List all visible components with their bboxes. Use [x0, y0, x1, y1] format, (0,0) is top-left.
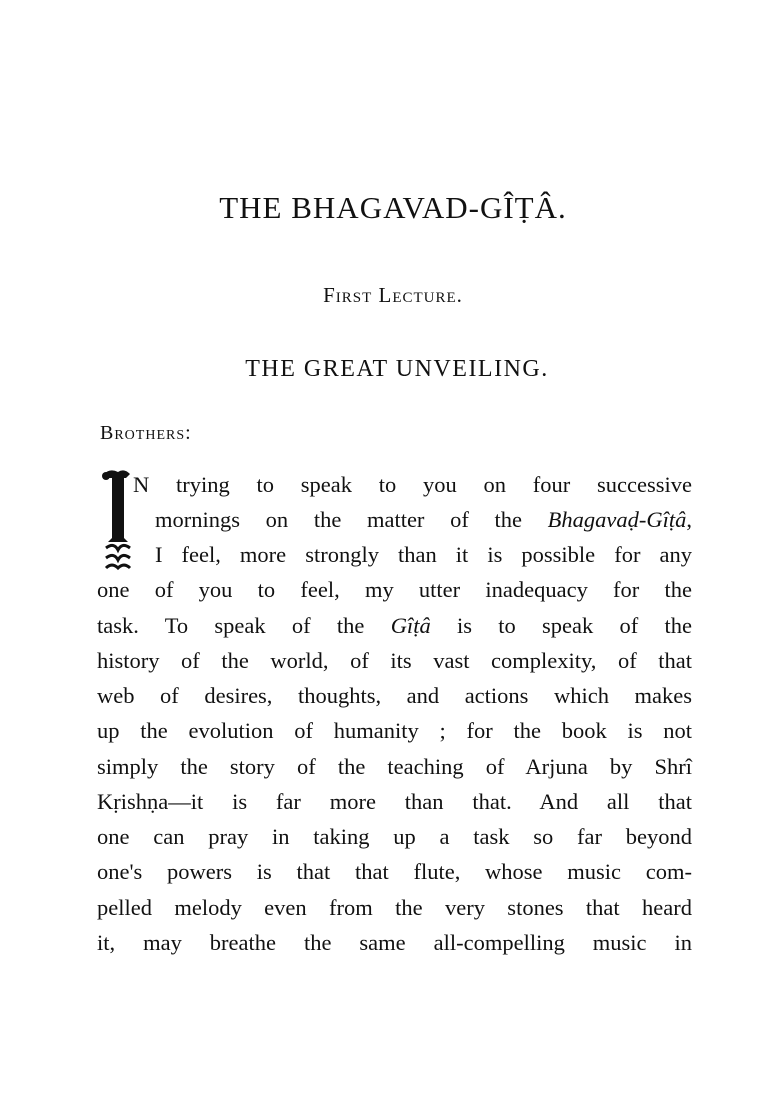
text-line: mornings on the matter of the Bhagavaḍ-Gîṭâ,: [155, 507, 692, 532]
text-line: it, may breathe the same all-compelling music in: [97, 930, 692, 955]
text-line: one can pray in taking up a task so far beyond: [97, 824, 692, 849]
text-line: I feel, more strongly than it is possible for any: [155, 542, 692, 567]
text-line: simply the story of the teaching of Arjuna by Shrî: [97, 754, 692, 779]
text-line: pelled melody even from the very stones that heard: [97, 895, 692, 920]
text-line: history of the world, of its vast complexity, of that: [97, 648, 692, 673]
text-line: task. To speak of the Gîṭâ is to speak of the: [97, 613, 692, 638]
salutation: Brothers:: [100, 422, 192, 444]
text-line: Kṛishṇa—it is far more than that. And all that: [97, 789, 692, 814]
text-line: N trying to speak to you on four successive: [133, 472, 692, 497]
lecture-heading: First Lecture.: [323, 283, 463, 307]
chapter-title: THE GREAT UNVEILING.: [245, 356, 549, 382]
text-line: web of desires, thoughts, and actions which makes: [97, 683, 692, 708]
book-title: THE BHAGAVAD-GÎṬÂ.: [219, 190, 567, 225]
text-line: up the evolution of humanity ; for the book is not: [97, 718, 692, 743]
svg-text:I: I: [118, 528, 119, 529]
text-line: one of you to feel, my utter inadequacy for the: [97, 577, 692, 602]
text-line: one's powers is that that flute, whose music com-: [97, 859, 692, 884]
ornamental-drop-cap: [98, 468, 138, 576]
